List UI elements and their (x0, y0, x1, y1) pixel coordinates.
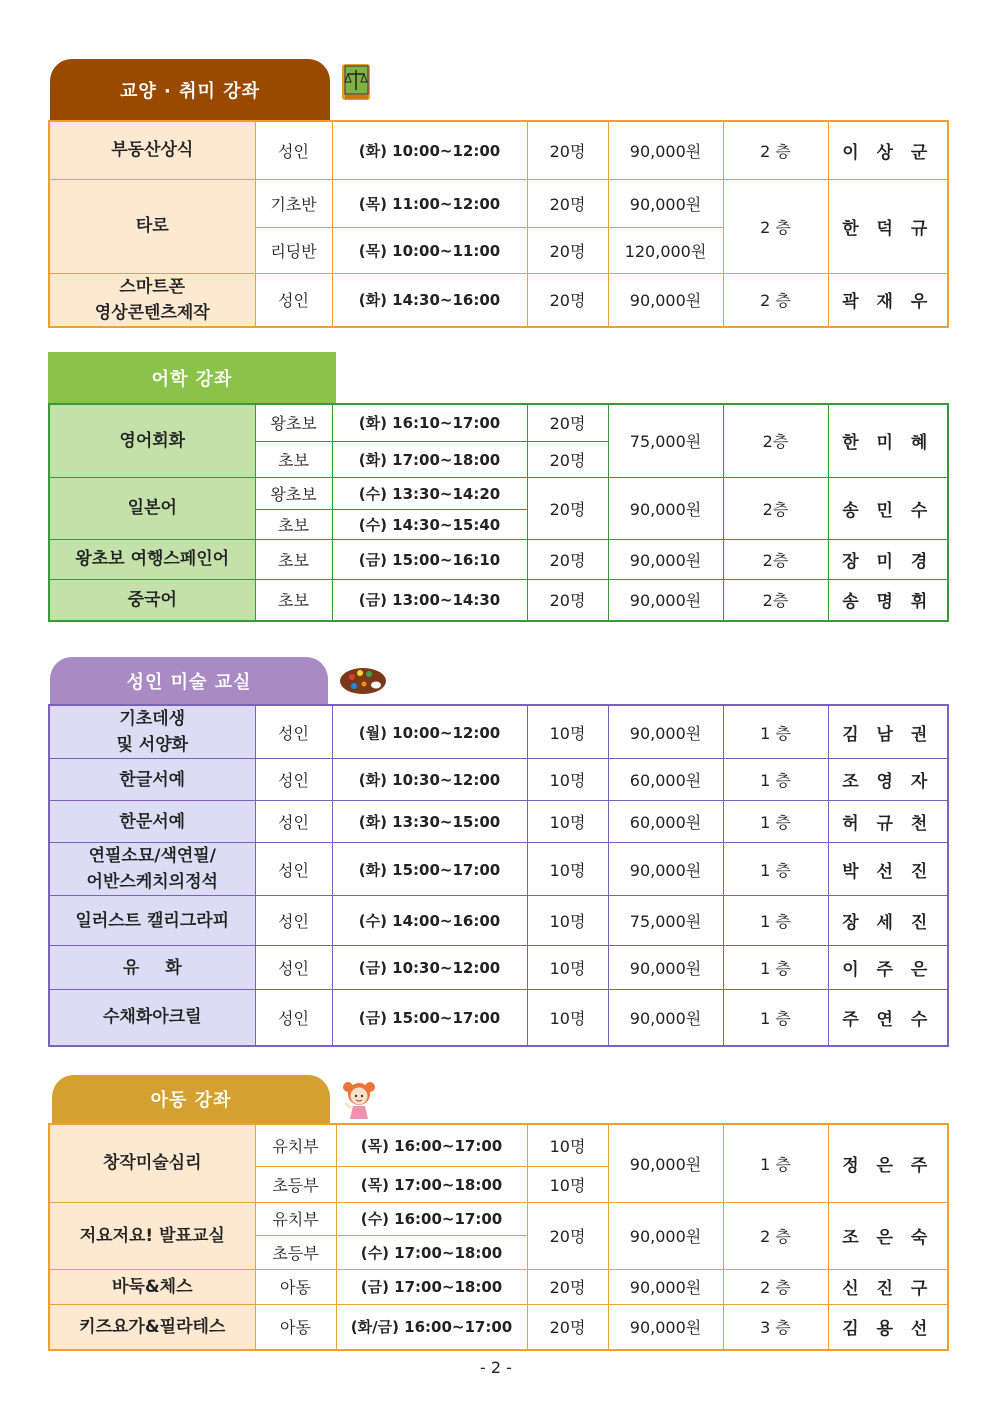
book-scale-icon (340, 62, 372, 102)
course-teacher: 한 미 혜 (828, 404, 948, 477)
table-row (49, 705, 948, 759)
table-row (49, 843, 948, 896)
course-time: (수) 14:30~15:40 (332, 509, 527, 539)
course-level: 성인 (255, 759, 332, 801)
course-capacity: 10명 (527, 1124, 608, 1166)
course-capacity: 10명 (527, 946, 608, 990)
course-time: (금) 13:00~14:30 (332, 579, 527, 621)
course-teacher: 한 덕 규 (828, 179, 948, 273)
course-level: 유치부 (255, 1202, 336, 1235)
course-time: (화) 10:00~12:00 (332, 121, 527, 179)
course-capacity: 20명 (527, 579, 608, 621)
course-teacher: 이 주 은 (828, 946, 948, 990)
course-floor: 1 층 (723, 705, 828, 759)
course-name-line1: 기초데생 (119, 709, 186, 729)
course-name: 바둑&체스 (49, 1269, 255, 1304)
course-capacity: 20명 (527, 273, 608, 327)
course-level: 초등부 (255, 1166, 336, 1202)
course-name-line2: 어반스케치의정석 (86, 872, 218, 892)
course-floor: 1 층 (723, 801, 828, 843)
course-fee: 120,000원 (608, 227, 723, 273)
course-time: (금) 17:00~18:00 (336, 1269, 527, 1304)
culture-section (48, 58, 947, 322)
course-time: (목) 10:00~11:00 (332, 227, 527, 273)
course-capacity: 10명 (527, 1166, 608, 1202)
course-fee: 90,000원 (608, 477, 723, 539)
course-floor: 1 층 (723, 759, 828, 801)
course-fee: 90,000원 (608, 990, 723, 1046)
course-name-line2: 영상콘텐츠제작 (94, 302, 210, 323)
course-name (49, 273, 255, 327)
course-level: 아동 (255, 1304, 336, 1350)
course-name-line2: 및 서양화 (116, 735, 189, 755)
course-capacity: 10명 (527, 801, 608, 843)
course-time: (수) 14:00~16:00 (332, 896, 527, 946)
table-row (49, 801, 948, 843)
course-level: 성인 (255, 801, 332, 843)
culture-section-title: 교양 · 취미 강좌 (50, 59, 330, 120)
course-time: (화) 13:30~15:00 (332, 801, 527, 843)
course-floor: 2 층 (723, 273, 828, 327)
course-name (49, 843, 255, 896)
course-teacher: 송 명 휘 (828, 579, 948, 621)
course-teacher: 송 민 수 (828, 477, 948, 539)
course-name: 한글서예 (49, 759, 255, 801)
course-level: 초보 (255, 441, 332, 477)
course-time: (화) 15:00~17:00 (332, 843, 527, 896)
course-teacher: 허 규 천 (828, 801, 948, 843)
course-time: (수) 16:00~17:00 (336, 1202, 527, 1235)
course-floor: 1 층 (723, 843, 828, 896)
course-level: 초보 (255, 539, 332, 579)
language-section-title: 어학 강좌 (48, 352, 336, 403)
course-teacher: 김 남 권 (828, 705, 948, 759)
course-time: (목) 16:00~17:00 (336, 1124, 527, 1166)
course-fee: 90,000원 (608, 273, 723, 327)
course-floor: 2층 (723, 477, 828, 539)
course-time: (목) 17:00~18:00 (336, 1166, 527, 1202)
course-teacher: 조 은 숙 (828, 1202, 948, 1269)
course-level: 왕초보 (255, 404, 332, 441)
course-name-line1: 연필소묘/색연필/ (88, 846, 216, 866)
table-row (49, 1202, 948, 1235)
kids-section (48, 1075, 947, 1355)
course-level: 아동 (255, 1269, 336, 1304)
course-floor: 2 층 (723, 121, 828, 179)
art-section-title: 성인 미술 교실 (50, 657, 328, 705)
course-teacher: 곽 재 우 (828, 273, 948, 327)
course-level: 리딩반 (255, 227, 332, 273)
language-table (48, 403, 949, 622)
course-capacity: 10명 (527, 759, 608, 801)
course-fee: 75,000원 (608, 404, 723, 477)
table-row (49, 273, 948, 327)
culture-table (48, 120, 949, 328)
course-capacity: 10명 (527, 990, 608, 1046)
course-time: (월) 10:00~12:00 (332, 705, 527, 759)
course-name: 일본어 (49, 477, 255, 539)
course-teacher: 박 선 진 (828, 843, 948, 896)
course-teacher: 주 연 수 (828, 990, 948, 1046)
course-level: 성인 (255, 843, 332, 896)
course-floor: 2층 (723, 579, 828, 621)
course-level: 초등부 (255, 1235, 336, 1269)
course-fee: 90,000원 (608, 1304, 723, 1350)
table-row (49, 896, 948, 946)
course-name: 영어회화 (49, 404, 255, 477)
course-name: 창작미술심리 (49, 1124, 255, 1202)
table-row (49, 539, 948, 579)
course-name: 일러스트 캘리그라피 (49, 896, 255, 946)
course-floor: 2 층 (723, 1202, 828, 1269)
course-floor: 2 층 (723, 179, 828, 273)
course-name: 한문서예 (49, 801, 255, 843)
course-time: (화) 14:30~16:00 (332, 273, 527, 327)
course-capacity: 20명 (527, 1269, 608, 1304)
table-row (49, 1304, 948, 1350)
course-level: 기초반 (255, 179, 332, 227)
course-floor: 1 층 (723, 946, 828, 990)
course-capacity: 20명 (527, 404, 608, 441)
course-teacher: 정 은 주 (828, 1124, 948, 1202)
course-capacity: 20명 (527, 1304, 608, 1350)
course-fee: 90,000원 (608, 539, 723, 579)
course-capacity: 20명 (527, 179, 608, 227)
course-floor: 2 층 (723, 1269, 828, 1304)
course-capacity: 20명 (527, 441, 608, 477)
table-row (49, 477, 948, 509)
course-level: 성인 (255, 273, 332, 327)
course-capacity: 20명 (527, 227, 608, 273)
course-level: 왕초보 (255, 477, 332, 509)
course-capacity: 10명 (527, 896, 608, 946)
course-time: (화/금) 16:00~17:00 (336, 1304, 527, 1350)
course-teacher: 장 세 진 (828, 896, 948, 946)
course-fee: 75,000원 (608, 896, 723, 946)
course-fee: 90,000원 (608, 843, 723, 896)
course-fee: 60,000원 (608, 759, 723, 801)
course-floor: 2층 (723, 404, 828, 477)
course-level: 성인 (255, 121, 332, 179)
course-name: 부동산상식 (49, 121, 255, 179)
art-table (48, 704, 949, 1047)
course-name: 저요저요! 발표교실 (49, 1202, 255, 1269)
course-fee: 90,000원 (608, 1124, 723, 1202)
page-number: - 2 - (480, 1358, 512, 1377)
course-teacher: 장 미 경 (828, 539, 948, 579)
course-fee: 90,000원 (608, 179, 723, 227)
course-capacity: 20명 (527, 477, 608, 539)
course-level: 성인 (255, 946, 332, 990)
course-name: 수채화아크릴 (49, 990, 255, 1046)
art-section (48, 657, 947, 1045)
course-capacity: 20명 (527, 121, 608, 179)
course-time: (수) 17:00~18:00 (336, 1235, 527, 1269)
course-time: (화) 10:30~12:00 (332, 759, 527, 801)
course-level: 유치부 (255, 1124, 336, 1166)
course-time: (화) 17:00~18:00 (332, 441, 527, 477)
course-level: 성인 (255, 896, 332, 946)
course-floor: 1 층 (723, 990, 828, 1046)
course-time: (금) 15:00~17:00 (332, 990, 527, 1046)
course-level: 초보 (255, 509, 332, 539)
course-name-line1: 스마트폰 (119, 276, 186, 297)
course-floor: 1 층 (723, 896, 828, 946)
course-name: 타로 (49, 179, 255, 273)
table-row (49, 990, 948, 1046)
table-row (49, 1269, 948, 1304)
course-time: (목) 11:00~12:00 (332, 179, 527, 227)
course-name: 중국어 (49, 579, 255, 621)
course-time: (금) 15:00~16:10 (332, 539, 527, 579)
table-row (49, 121, 948, 179)
course-time: (수) 13:30~14:20 (332, 477, 527, 509)
course-name: 유 화 (49, 946, 255, 990)
course-capacity: 20명 (527, 1202, 608, 1269)
course-teacher: 이 상 군 (828, 121, 948, 179)
course-capacity: 20명 (527, 539, 608, 579)
course-floor: 3 층 (723, 1304, 828, 1350)
course-fee: 90,000원 (608, 946, 723, 990)
course-name: 키즈요가&필라테스 (49, 1304, 255, 1350)
language-section (48, 352, 947, 624)
table-row (49, 759, 948, 801)
kids-table (48, 1123, 949, 1351)
course-fee: 90,000원 (608, 121, 723, 179)
course-teacher: 조 영 자 (828, 759, 948, 801)
girl-icon (342, 1079, 376, 1121)
table-row (49, 946, 948, 990)
kids-section-title: 아동 강좌 (52, 1075, 330, 1123)
course-fee: 90,000원 (608, 705, 723, 759)
course-fee: 60,000원 (608, 801, 723, 843)
course-level: 초보 (255, 579, 332, 621)
course-name: 왕초보 여행스페인어 (49, 539, 255, 579)
course-teacher: 김 용 선 (828, 1304, 948, 1350)
course-fee: 90,000원 (608, 1202, 723, 1269)
course-time: (화) 16:10~17:00 (332, 404, 527, 441)
table-row (49, 579, 948, 621)
course-time: (금) 10:30~12:00 (332, 946, 527, 990)
course-fee: 90,000원 (608, 579, 723, 621)
course-teacher: 신 진 구 (828, 1269, 948, 1304)
table-row (49, 179, 948, 227)
course-fee: 90,000원 (608, 1269, 723, 1304)
table-row (49, 404, 948, 441)
course-floor: 2층 (723, 539, 828, 579)
course-level: 성인 (255, 705, 332, 759)
course-name (49, 705, 255, 759)
table-row (49, 1124, 948, 1166)
course-capacity: 10명 (527, 843, 608, 896)
palette-icon (338, 665, 388, 697)
course-level: 성인 (255, 990, 332, 1046)
course-capacity: 10명 (527, 705, 608, 759)
course-floor: 1 층 (723, 1124, 828, 1202)
